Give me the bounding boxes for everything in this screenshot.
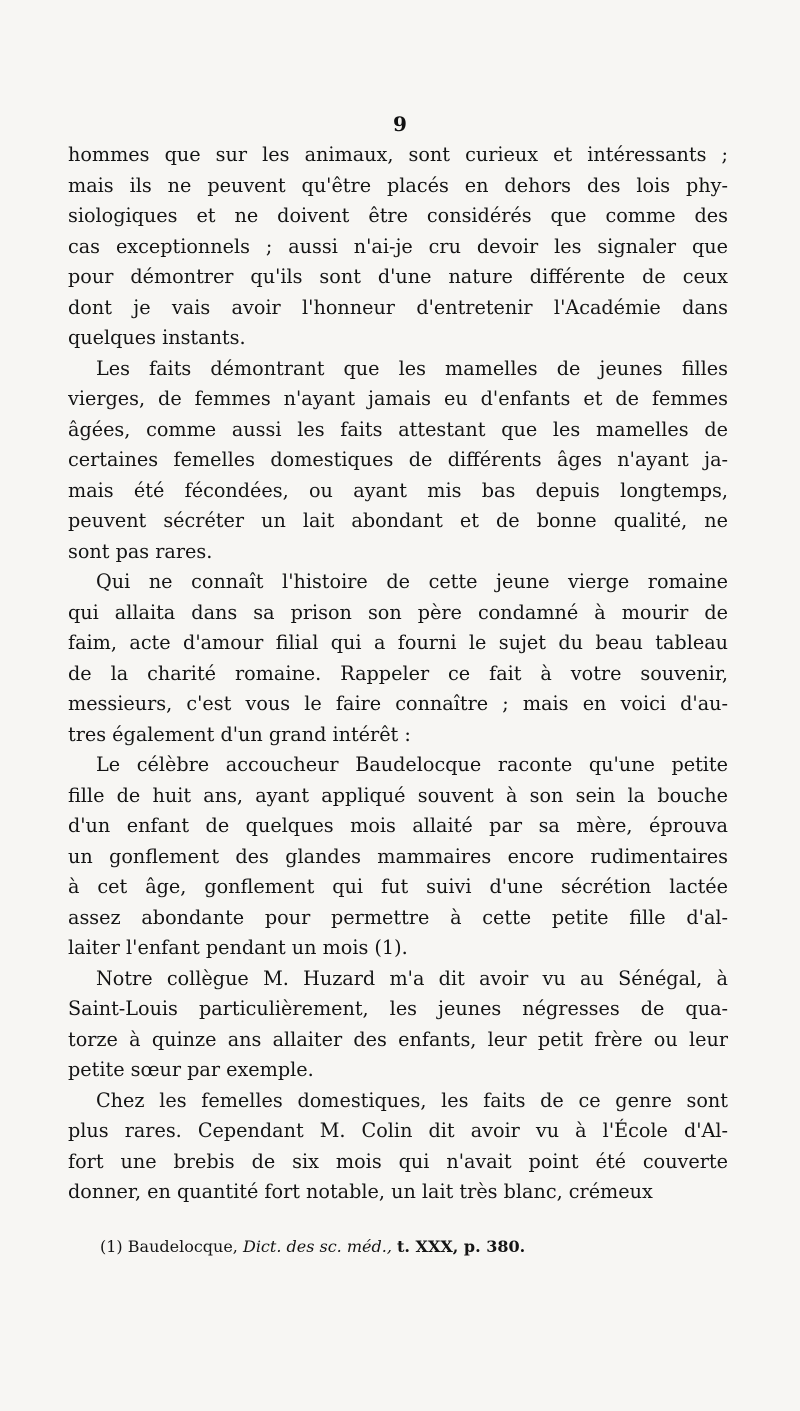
text-line: vierges, de femmes n'ayant jamais eu d'enfants et de femmes	[68, 387, 728, 410]
paragraph-4	[68, 750, 728, 964]
footnote-author: Baudelocque,	[127, 1237, 238, 1256]
text-line: assez abondante pour permettre à cette petite fille d'al-	[68, 905, 728, 929]
text-line: Qui ne connaît l'histoire de cette jeune vierge romaine	[96, 570, 728, 593]
paragraph-6	[68, 1086, 728, 1208]
text-line: fort une brebis de six mois qui n'avait point été couverte	[68, 1149, 728, 1173]
text-line: Les faits démontrant que les mamelles de jeunes filles	[96, 356, 728, 380]
footnote	[100, 1236, 720, 1258]
text-line: faim, acte d'amour filial qui a fourni le sujet du beau tableau	[68, 631, 728, 654]
paragraph-2	[68, 354, 728, 568]
footnote-marker: (1)	[100, 1237, 123, 1256]
text-line: dont je vais avoir l'honneur d'entretenir l'Académie dans	[68, 295, 728, 319]
text-line: messieurs, c'est vous le faire connaître ; mais en voici d'au-	[68, 692, 728, 715]
body-text	[68, 140, 728, 1208]
text-line: petite sœur par exemple.	[68, 1058, 314, 1081]
text-line: Notre collègue M. Huzard m'a dit avoir vu au Sénégal, à	[96, 966, 728, 990]
text-line: Le célèbre accoucheur Baudelocque raconte qu'une petite	[96, 753, 728, 776]
text-line: plus rares. Cependant M. Colin dit avoir vu à l'École d'Al-	[68, 1119, 728, 1142]
text-line: cas exceptionnels ; aussi n'ai-je cru devoir les signaler que	[68, 234, 728, 258]
text-line: mais ils ne peuvent qu'être placés en dehors des lois phy-	[68, 173, 728, 197]
text-line: d'un enfant de quelques mois allaité par sa mère, éprouva	[68, 814, 728, 837]
footnote-volume: t. XXX, p. 380.	[397, 1237, 526, 1256]
text-line: Saint-Louis particulièrement, les jeunes négresses de qua-	[68, 997, 728, 1020]
text-line: mais été fécondées, ou ayant mis bas depuis longtemps,	[68, 478, 728, 502]
text-line: tres également d'un grand intérêt :	[68, 722, 411, 746]
text-line: un gonflement des glandes mammaires encore rudimentaires	[68, 844, 728, 868]
text-line: hommes que sur les animaux, sont curieux et intéressants ;	[68, 143, 728, 166]
page-number: 9	[393, 112, 407, 136]
text-line: sont pas rares.	[68, 539, 213, 563]
text-line: quelques instants.	[68, 326, 246, 349]
text-line: siologiques et ne doivent être considérés que comme des	[68, 204, 728, 227]
text-line: Chez les femelles domestiques, les faits de ce genre sont	[96, 1088, 728, 1112]
text-line: torze à quinze ans allaiter des enfants, leur petit frère ou leur	[68, 1027, 728, 1051]
text-line: peuvent sécréter un lait abondant et de bonne qualité, ne	[68, 509, 728, 532]
paragraph-5	[68, 964, 728, 1086]
paragraph-1	[68, 140, 728, 354]
paragraph-3	[68, 567, 728, 750]
text-line: laiter l'enfant pendant un mois (1).	[68, 936, 408, 959]
text-line: de la charité romaine. Rappeler ce fait à votre souvenir,	[68, 661, 728, 685]
text-line: donner, en quantité fort notable, un lait très blanc, crémeux	[68, 1180, 653, 1203]
text-line: qui allaita dans sa prison son père condamné à mourir de	[68, 600, 728, 624]
footnote-title: Dict. des sc. méd.,	[242, 1237, 392, 1256]
text-line: à cet âge, gonflement qui fut suivi d'une sécrétion lactée	[68, 875, 728, 898]
text-line: certaines femelles domestiques de différents âges n'ayant ja-	[68, 448, 728, 471]
text-line: fille de huit ans, ayant appliqué souvent à son sein la bouche	[68, 783, 728, 807]
text-line: pour démontrer qu'ils sont d'une nature différente de ceux	[68, 265, 728, 288]
text-line: âgées, comme aussi les faits attestant que les mamelles de	[68, 417, 728, 441]
